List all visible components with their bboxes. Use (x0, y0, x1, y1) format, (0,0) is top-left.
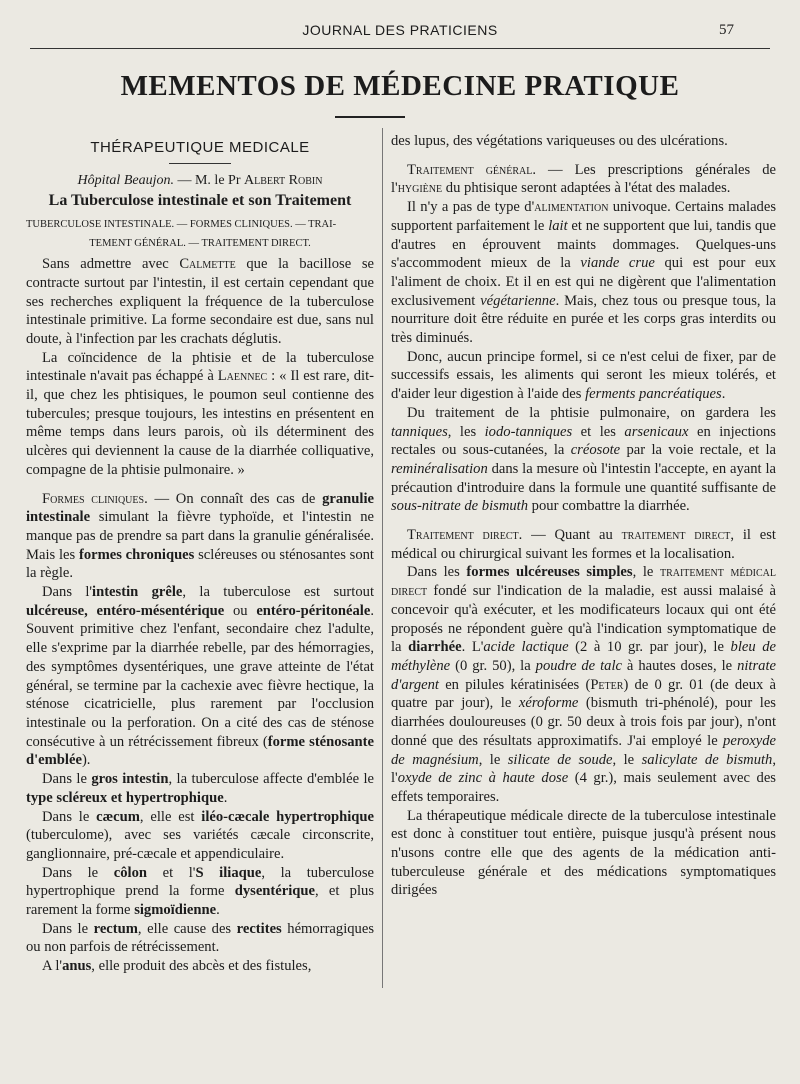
hospital-name: Hôpital Beaujon. (77, 172, 174, 188)
running-title: JOURNAL DES PRATICIENS (302, 22, 498, 38)
paragraph: Traitement général. — Les prescriptions générales de l'hygiène du phtisique seront adaptées à l'état des malades. (391, 161, 776, 197)
paragraph: La coïncidence de la phtisie et de la tuberculose intestinale n'avait pas échappé à Laennec : « Il est rare, dit-il, que chez les phtisiques, le poumon seul contienne des tubercules; presque toujours, les intestins en présentent en même temps dans leurs parois, où ils déterminent des ulcères qui deviennent la cause de la diarrhée colliquative, compagne de la phtisie pulmonaire. » (26, 349, 374, 478)
paragraph: Dans le côlon et l'S iliaque, la tuberculose hypertrophique prend la forme dysentérique, et plus rarement la forme sigmoïdienne. (26, 864, 375, 919)
left-column (26, 132, 374, 976)
paragraph: Donc, aucun principe formel, si ce n'est celui de fixer, par de successifs essais, les aliments qui seront les mieux tolérés, et d'aider leur digestion à l'aide des ferments pancréatiques. (391, 348, 776, 403)
paragraph: A l'anus, elle produit des abcès et des fistules, (42, 958, 312, 975)
summary-line: TEMENT GÉNÉRAL. — TRAITEMENT DIRECT. (89, 238, 311, 250)
paragraph: La thérapeutique médicale directe de la tuberculose intestinale est donc à constituer tout entière, puisque jusqu'à présent nous n'usons contre elle que des agents de la médication anti-tuberculeuse générale et des médications symptomatiques dirigées (391, 807, 776, 899)
main-title: MEMENTOS DE MÉDECINE PRATIQUE (120, 70, 680, 102)
right-column (391, 132, 776, 900)
paragraph: Dans le rectum, elle cause des rectites hémorragiques ou non parfois de rétrécissement. (26, 920, 375, 956)
column-divider (382, 128, 383, 988)
paragraph: Dans le cæcum, elle est iléo-cæcale hypertrophique (tuberculome), avec ses variétés cæcale circonscrite, ganglionnaire, pré-cæcale et appendiculaire. (26, 808, 374, 862)
header-rule (30, 48, 770, 49)
paragraph: Formes cliniques. — On connaît des cas de granulie intestinale simulant la fièvre typhoïde, et l'intestin ne manque pas de prendre sa part dans la granulie généralisée. Mais les formes chroniques scléreuses ou sténosantes sont la règle. (26, 490, 374, 582)
article-title: La Tuberculose intestinale et son Traitement (48, 192, 352, 210)
paragraph: Il n'y a pas de type d'alimentation univoque. Certains malades supportent parfaitement le lait et ne supportent que lui, tandis que d'autres en éprouvent maints dommages. Quelques-uns s'accommodent mieux de la viande crue qui est pour eux l'aliment de choix. Et il en est qui ne digèrent que l'alimentation exclusivement végétarienne. Mais, chez tous ou presque tous, la nourriture doit être réduite en purée et les corps gras interdits ou très diminués. (391, 199, 776, 347)
author-name: Albert Robin (243, 172, 323, 188)
summary-line: TUBERCULOSE INTESTINALE. — FORMES CLINIQUES. — TRAI- (26, 219, 337, 231)
paragraph: Dans les formes ulcéreuses simples, le traitement médical direct fondé sur l'indication de la maladie, est aussi malaisé à concevoir qu'à exécuter, et les modificateurs locaux qui ont été proposés ne répondent guère qu'à l'indication symptomatique de la diarrhée. L'acide lactique (2 à 10 gr. par jour), le bleu de méthylène (0 gr. 50), la poudre de talc à hautes doses, le nitrate d'argent en pilules kératinisées (Peter) de 0 gr. 01 (de deux à quatre par jour), le xéroforme (bismuth tri-phénolé), pour les diarrhées douloureuses (0 gr. 50 deux à trois fois par jour), n'ont donné que des résultats approximatifs. J'ai employé le peroxyde de magnésium, le silicate de soude, le salicylate de bismuth, l'oxyde de zinc à haute dose (4 gr.), mais seulement avec des effets temporaires. (391, 564, 777, 805)
paragraph: Dans le gros intestin, la tuberculose affecte d'emblée le type scléreux et hypertrophique. (26, 771, 374, 806)
paragraph: Sans admettre avec Calmette que la bacillose se contracte surtout par l'intestin, il est certain cependant que ses recherches expliquent la fréquence de la tuberculose intestinale primitive. La forme secondaire est due, sans nul doute, à l'infection par les crachats déglutis. (26, 256, 374, 347)
running-head (0, 22, 800, 42)
title-rule (335, 116, 405, 118)
section-heading: THÉRAPEUTIQUE MEDICALE (90, 139, 310, 156)
author-line (26, 172, 374, 191)
paragraph: des lupus, des végétations variqueuses ou des ulcérations. (391, 133, 728, 149)
paragraph: Traitement direct. — Quant au traitement direct, il est médical ou chirurgical suivant les formes et la localisation. (391, 527, 776, 562)
page-number: 57 (719, 22, 734, 38)
author-prefix: — M. le Pr (173, 172, 244, 188)
paragraph: Dans l'intestin grêle, la tuberculose est surtout ulcéreuse, entéro-mésentérique ou entéro-péritonéale. Souvent primitive chez l'enfant, secondaire chez l'adulte, elle s'exprime par la diarrhée rebelle, par des hémorragies, des symptômes dysentériques, une grave atteinte de l'état général, se termine par la cachexie avec fièvre hectique, la sténose cicatricielle, plus rarement par l'occlusion intestinale ou la perforation. On a cité des cas de sténose consécutive à un rétrécissement fibreux (forme sténosante d'emblée). (26, 584, 374, 769)
section-rule (169, 163, 231, 164)
paragraph: Du traitement de la phtisie pulmonaire, on gardera les tanniques, les iodo-tanniques et les arsenicaux en injections rectales ou sous-cutanées, la créosote par la voie rectale, et la reminéralisation dans la mesure où l'intestin l'accepte, en ayant la précaution d'introduire dans la formule une quantité suffisante de sous-nitrate de bismuth pour combattre la diarrhée. (391, 404, 776, 515)
